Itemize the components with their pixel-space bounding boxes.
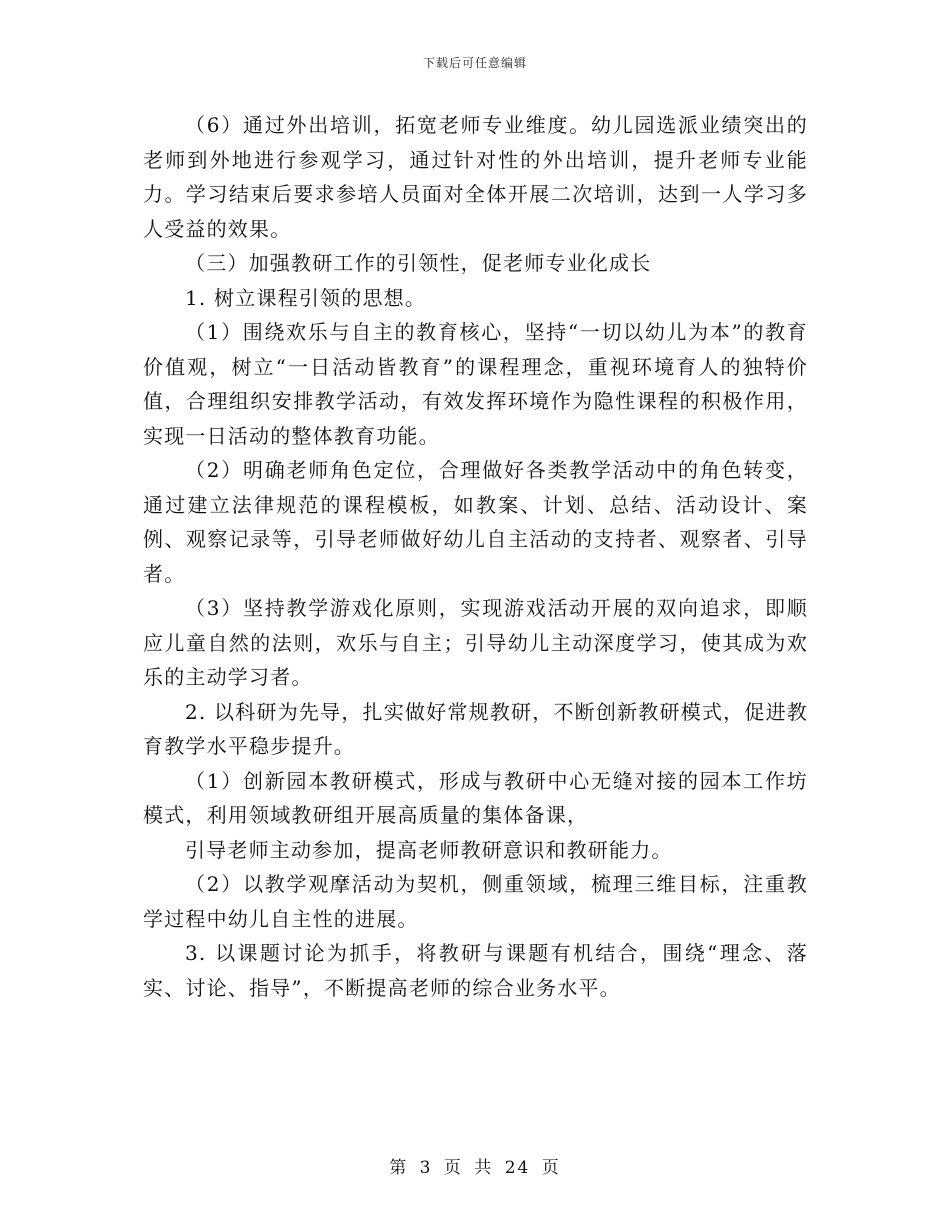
paragraph-training: （6）通过外出培训，拓宽老师专业维度。幼儿园选派业绩突出的老师到外地进行参观学习，通过针对性的外出培训，提升老师专业能力。学习结束后要求参培人员面对全体开展二次培训，达到一人学习多人受益的效果。 [143, 113, 808, 241]
page-number-footer: 第 3 页 共 24 页 [389, 1158, 561, 1178]
subheading-1: 1. 树立课程引领的思想。 [185, 285, 427, 310]
paragraph-2-2: （2）以教学观摩活动为契机，侧重领域，梳理三维目标，注重教学过程中幼儿自主性的进展。 [143, 872, 808, 931]
paragraph-1-2: （2）明确老师角色定位，合理做好各类教学活动中的角色转变，通过建立法律规范的课程模板，如教案、计划、总结、活动设计、案例、观察记录等，引导老师做好幼儿自主活动的支持者、观察者、引导者。 [143, 458, 808, 586]
section-heading-3: （三）加强教研工作的引领性，促老师专业化成长 [185, 251, 652, 275]
page-header: 下载后可任意编辑 [422, 56, 527, 70]
subheading-2: 2. 以科研为先导，扎实做好常规教研，不断创新教研模式，促进教育教学水平稳步提升。 [143, 699, 808, 758]
paragraph-1-1: （1）围绕欢乐与自主的教育核心，坚持“一切以幼儿为本”的教育价值观，树立“一日活动皆教育”的课程理念，重视环境育人的独特价值，合理组织安排教学活动，有效发挥环境作为隐性课程的积极作用，实现一日活动的整体教育功能。 [143, 320, 808, 448]
paragraph-2-1: （1）创新园本教研模式，形成与教研中心无缝对接的园本工作坊模式，利用领域教研组开展高质量的集体备课， [143, 768, 808, 827]
paragraph-1-3: （3）坚持教学游戏化原则，实现游戏活动开展的双向追求，即顺应儿童自然的法则，欢乐与自主；引导幼儿主动深度学习，使其成为欢乐的主动学习者。 [143, 596, 808, 689]
paragraph-2-1-continued: 引导老师主动参加，提高老师教研意识和教研能力。 [185, 837, 673, 862]
subheading-3: 3. 以课题讨论为抓手，将教研与课题有机结合，围绕“理念、落实、讨论、指导”，不断提高老师的综合业务水平。 [143, 941, 808, 1000]
document-body [143, 108, 808, 1005]
